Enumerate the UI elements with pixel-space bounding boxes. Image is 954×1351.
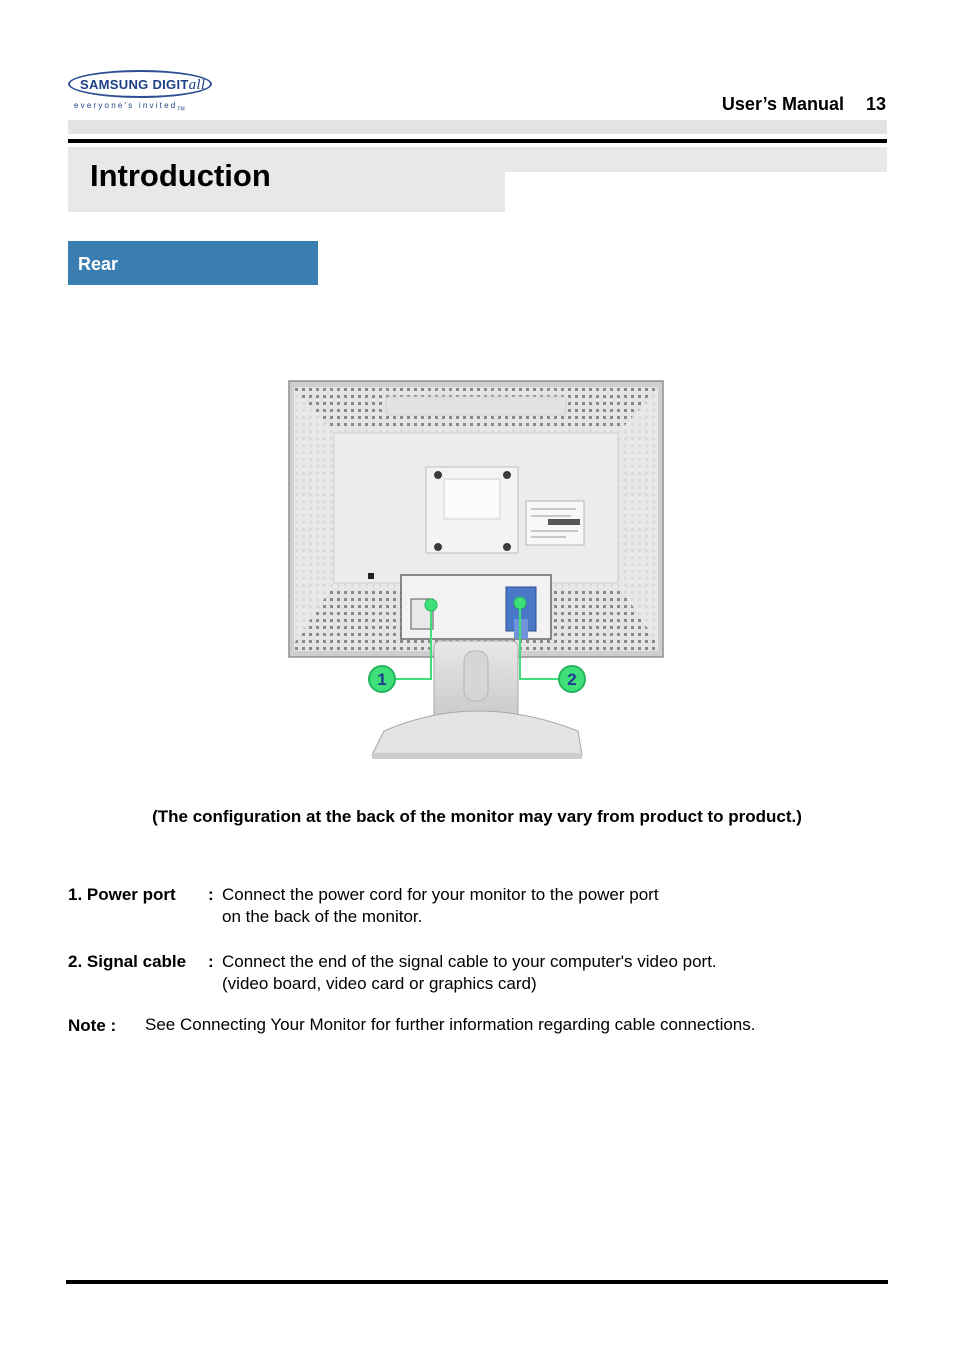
page-number: 13 <box>865 94 886 114</box>
note-colon: : <box>110 1016 117 1035</box>
logo-tagline: everyone's invited$_{TM}$ <box>74 101 185 113</box>
stand-base <box>372 711 582 755</box>
samsung-logo <box>68 68 216 116</box>
note-label-text: Note <box>68 1016 106 1035</box>
title-notch <box>505 172 525 192</box>
description-line: Connect the power cord for your monitor to the power port <box>222 885 659 904</box>
page-title: Introduction <box>90 158 271 193</box>
monitor-rear-illustration <box>286 379 666 769</box>
manual-title: User’s Manual <box>721 94 844 114</box>
embossed-logo <box>386 397 566 415</box>
section-label: Rear <box>78 254 119 274</box>
header-bar <box>68 120 887 134</box>
note-label <box>68 1016 116 1036</box>
logo-brand: SAMSUNG DIGITall <box>80 77 206 93</box>
signal-port-highlight <box>514 597 526 609</box>
item-power-port-description <box>222 884 659 928</box>
note-text: See Connecting Your Monitor for further information regarding cable connections. <box>145 1015 756 1034</box>
security-slot <box>368 573 374 579</box>
footer-rule <box>66 1280 888 1284</box>
stand-base-foot <box>372 753 582 759</box>
title-rule <box>68 139 887 143</box>
mount-cover <box>444 479 500 519</box>
item-power-port-colon: : <box>208 885 214 904</box>
description-line: on the back of the monitor. <box>222 907 423 926</box>
callout-2-number: 2 <box>567 670 577 689</box>
barcode <box>548 519 580 525</box>
item-signal-cable-colon: : <box>208 952 214 971</box>
description-line: Connect the end of the signal cable to your computer's video port. <box>222 952 717 971</box>
item-signal-cable-description <box>222 951 717 995</box>
screw-hole <box>434 471 442 479</box>
item-power-port-label: 1. Power port <box>68 885 176 904</box>
section-tab <box>68 241 318 285</box>
callout-1-number: 1 <box>377 670 387 689</box>
stand-neck-slot <box>464 651 488 701</box>
screw-hole <box>434 543 442 551</box>
logo-oval <box>68 70 212 98</box>
manual-header <box>650 94 886 115</box>
figure-caption: (The configuration at the back of the monitor may vary from product to product.) <box>152 807 802 826</box>
power-port-highlight <box>425 599 437 611</box>
screw-hole <box>503 471 511 479</box>
description-line: (video board, video card or graphics card) <box>222 974 537 993</box>
screw-hole <box>503 543 511 551</box>
item-signal-cable-label: 2. Signal cable <box>68 952 187 971</box>
